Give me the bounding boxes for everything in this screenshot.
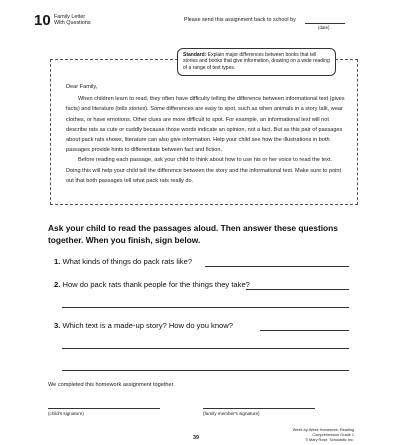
credit-line-1: Week-by-Week Homework: Reading Comprehension Grade 1 [292, 428, 354, 437]
letter-paragraph-1: When children learn to read, they often have difficulty telling the difference between informational text (gives facts) and literature (tells stories). Some differences are easy to spot, such as when animals in a story talk, wear clothes, or have emotions. Other clues are more difficult to spot. For example, an informational text will not describe rats as cute or cuddly because those words indicate an opinion, not a fact. But as this pair of passages about pack rats shows, literature can also give information. Help your child see how the illustrations in both passages provide hints to differentiate between fact and fiction. [66, 96, 345, 154]
letter-greeting: Dear Family, [66, 84, 98, 90]
due-date-field[interactable] [305, 23, 345, 24]
question-3 [54, 321, 233, 330]
question-number: 2. [54, 280, 61, 289]
family-signature-label: (family member's signature) [203, 411, 260, 416]
lesson-title [54, 14, 104, 27]
answer-line-2b[interactable] [62, 307, 349, 308]
lesson-number: 10 [34, 12, 51, 29]
send-back-text: Please send this assignment back to school by [184, 17, 296, 23]
standard-label: Standard: [183, 52, 207, 58]
question-1 [54, 257, 192, 266]
family-signature-line[interactable] [203, 408, 315, 409]
child-signature-label: (child's signature) [48, 411, 84, 416]
answer-line-1[interactable] [205, 266, 349, 267]
question-text: How do pack rats thank people for the things they take? [62, 280, 250, 289]
footer-credit [286, 428, 354, 442]
lesson-title-line2: With Questions [54, 20, 91, 27]
question-text: What kinds of things do pack rats like? [62, 257, 193, 266]
question-text: Which text is a made-up story? How do you know? [62, 321, 233, 330]
completion-statement: We completed this homework assignment together. [48, 382, 175, 388]
answer-line-3[interactable] [260, 330, 349, 331]
answer-line-3b[interactable] [62, 348, 349, 349]
letter-paragraph-2: Before reading each passage, ask your child to think about how to use his or her voice to read the text. Doing this will help your child tell the difference between the story and the informational text. Make sure to point out that both passages tell what pack rats really do. [66, 157, 342, 184]
date-label: (date) [318, 25, 330, 30]
credit-line-2: © Mary Rose, Scholastic Inc. [305, 437, 354, 442]
child-signature-line[interactable] [48, 408, 160, 409]
standard-box [177, 48, 336, 76]
question-number: 3. [54, 321, 61, 330]
question-2 [54, 280, 250, 289]
question-number: 1. [54, 257, 61, 266]
answer-line-3c[interactable] [62, 370, 349, 371]
standard-text: Explain major differences between books that tell stories and books that give information, drawing on a wide reading of a range of text types. [183, 52, 330, 71]
instructions: Ask your child to read the passages aloud. Then answer these questions together. When you finish, sign below. [48, 223, 338, 245]
family-letter [66, 82, 348, 186]
answer-line-2[interactable] [246, 289, 349, 290]
lesson-title-line1: Family Letter [54, 14, 86, 20]
page-number: 39 [193, 435, 199, 441]
